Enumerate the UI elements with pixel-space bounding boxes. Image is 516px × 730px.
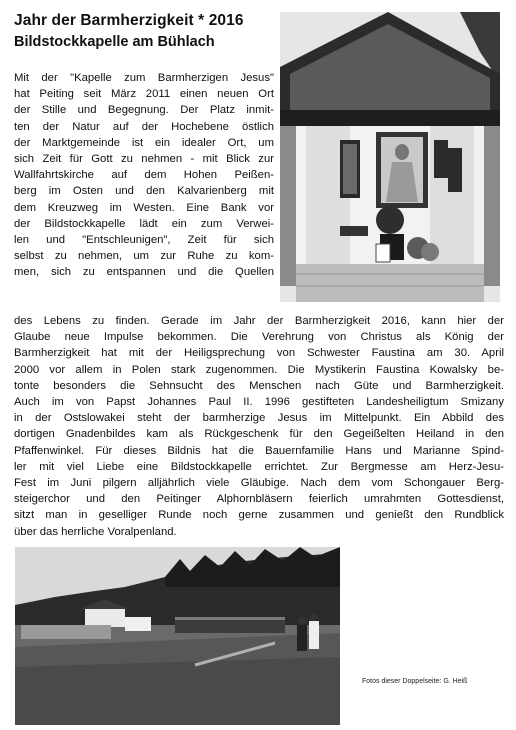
text-line: der Marktgemeinde ist ein idealer Ort, um <box>14 136 274 149</box>
text-line: Pfaffenwinkel. Für dieses Bildnis hat die Bauernfamilie Hans und Marianne Spind- <box>14 444 504 457</box>
mass-gathering-photo <box>15 547 340 725</box>
text-line: Mit der "Kapelle zum Barmherzigen Jesus" <box>14 72 274 84</box>
text-line: der Stille und Begegnung. Der Platz inmit- <box>14 104 274 117</box>
article-body <box>14 313 504 540</box>
text-line: men, sich zu entspannen und die Quellen <box>14 266 274 279</box>
text-line: sitzt man in geselliger Runde noch gerne zusammen und genießt den Rundblick <box>14 509 504 522</box>
text-line: 2000 vor allem in Polen stark zugenommen. Die Mystikerin Faustina Kowalsky be- <box>14 363 504 376</box>
text-line: Barmherzigkeit hat mit der Heiligsprechung von Schwester Faustina am 30. April <box>14 347 504 360</box>
article-intro <box>14 70 274 281</box>
text-line: der Bildstockkapelle lädt ein zum Verwei- <box>14 217 274 230</box>
chapel-photo <box>280 12 500 302</box>
text-line: in der Ostslowakei steht der barmherzige Jesus im Mittelpunkt. Ein Abbild des <box>14 412 504 425</box>
text-line: selbst zu nehmen, um zur Ruhe zu kom- <box>14 250 274 263</box>
text-line: dortigen Gnadenbildes kam als Rückgeschenk für den Gegeißelten Heiland in den <box>14 428 504 441</box>
text-line: Glaube neue Impulse bekommen. Die Verehrung von Christus als König der <box>14 331 504 344</box>
text-line: Wallfahrtskirche auf dem Hohen Peißen- <box>14 169 274 182</box>
text-line: len und "Entschleunigen", Zeit für sich <box>14 234 274 247</box>
text-line: des Lebens zu finden. Gerade im Jahr der Barmherzigkeit 2016, kann hier der <box>14 315 504 327</box>
text-line: Auch im von Papst Johannes Paul II. 1996 gestifteten Landesheiligtum Smizany <box>14 396 504 409</box>
text-line: ler mit viel Liebe eine Bildstockkapelle errichtet. Zur Bergmesse am Herz-Jesu- <box>14 460 504 473</box>
text-line: dem Kreuzweg im Westen. Eine Bank vor <box>14 201 274 214</box>
text-line: über das herrliche Voralpenland. <box>14 525 177 538</box>
text-line: hat Peiting seit März 2011 einen neuen Ort <box>14 88 274 101</box>
text-line: berg im Osten und den Kalvarienberg mit <box>14 185 274 198</box>
article-subtitle: Bildstockkapelle am Bühlach <box>14 34 215 50</box>
article-title: Jahr der Barmherzigkeit * 2016 <box>14 12 244 29</box>
photo-credit: Fotos dieser Doppelseite: G. Heiß <box>362 678 468 685</box>
text-line: sich Zeit für Gott zu nehmen - mit Blick zur <box>14 153 274 166</box>
text-line: Fest im Juni pilgern alljährlich viele Gläubige. Nach dem vom Schongauer Berg- <box>14 477 504 490</box>
text-line: ten der Natur auf der Hochebene östlich <box>14 120 274 133</box>
text-line: tonte besonders die Sehnsucht des Menschen nach Güte und Barmherzigkeit. <box>14 379 504 392</box>
text-line: steigerchor und den Peitinger Alphornbläsern feierlich umrahmten Gottesdienst, <box>14 493 504 506</box>
